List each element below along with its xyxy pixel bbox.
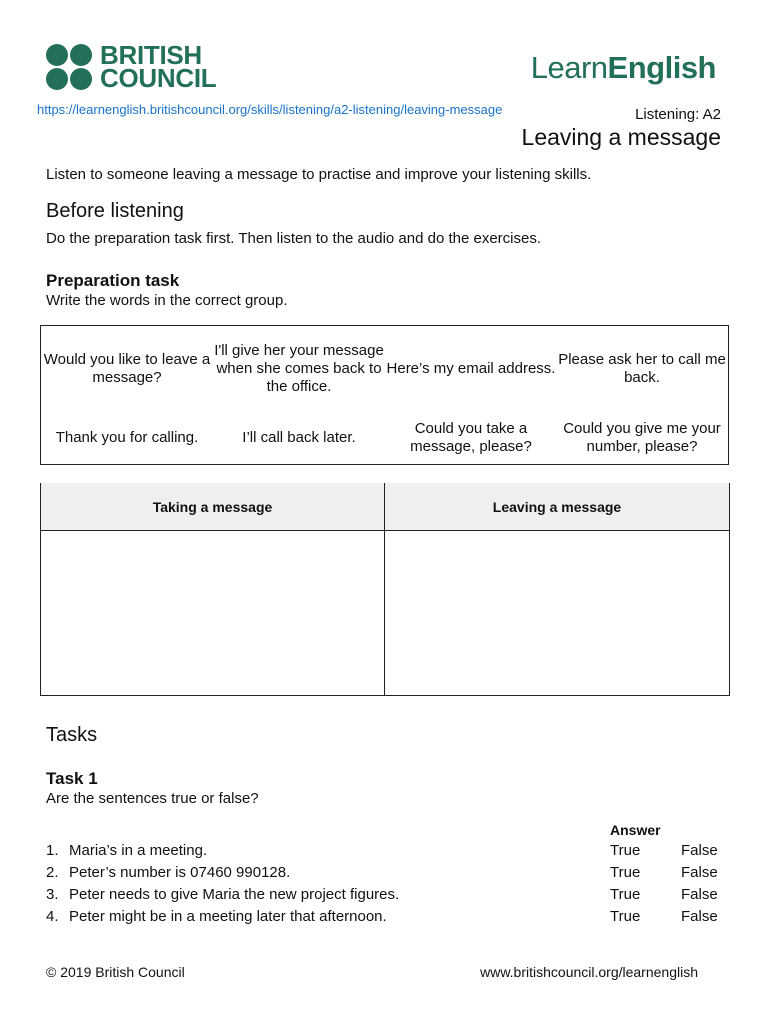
false-option[interactable]: False: [681, 886, 718, 903]
tasks-heading: Tasks: [46, 724, 98, 746]
question-number: 1.: [46, 842, 59, 859]
english-text: English: [607, 50, 716, 85]
before-listening-text: Do the preparation task first. Then listen to the audio and do the exercises.: [46, 230, 542, 247]
false-option[interactable]: False: [681, 908, 718, 925]
phrase-5: Thank you for calling.: [55, 429, 199, 446]
logo-dots-icon: [46, 44, 92, 90]
answer-label: Answer: [610, 822, 661, 838]
phrase-2: I'll give her your message when she comes back to the office.: [214, 342, 384, 395]
group-table: [40, 483, 730, 696]
question-number: 4.: [46, 908, 59, 925]
question-text: Maria’s in a meeting.: [69, 842, 208, 859]
brand-line-1: BRITISH: [100, 40, 202, 70]
false-option[interactable]: False: [681, 842, 718, 859]
taking-message-answer-cell[interactable]: [41, 531, 384, 695]
phrase-1: Would you like to leave a message?: [43, 351, 211, 386]
website-text: www.britishcouncil.org/learnenglish: [480, 964, 698, 980]
leaving-message-header: Leaving a message: [385, 483, 729, 531]
question-text: Peter’s number is 07460 990128.: [69, 864, 291, 881]
phrase-box: [40, 325, 729, 465]
phrase-4: Please ask her to call me back.: [558, 351, 726, 386]
leaving-message-answer-cell[interactable]: [385, 531, 729, 695]
page-url-link[interactable]: https://learnenglish.britishcouncil.org/skills/listening/a2-listening/leaving-message: [37, 102, 503, 117]
question-number: 3.: [46, 886, 59, 903]
true-option[interactable]: True: [610, 886, 641, 903]
preparation-task-heading: Preparation task: [46, 271, 180, 290]
false-option[interactable]: False: [681, 864, 718, 881]
question-text: Peter might be in a meeting later that afternoon.: [69, 908, 387, 925]
learn-text: Learn: [530, 50, 608, 85]
preparation-instruction: Write the words in the correct group.: [46, 292, 288, 309]
question-text: Peter needs to give Maria the new project figures.: [69, 886, 400, 903]
before-listening-heading: Before listening: [46, 200, 184, 222]
phrase-6: I’ll call back later.: [242, 429, 356, 446]
true-option[interactable]: True: [610, 842, 641, 859]
level-label: Listening: A2: [635, 106, 721, 123]
phrase-7: Could you take a message, please?: [410, 420, 532, 455]
learnenglish-logo: [531, 50, 716, 86]
phrase-3: Here’s my email address.: [386, 360, 556, 377]
true-option[interactable]: True: [610, 908, 641, 925]
taking-message-header: Taking a message: [41, 483, 384, 531]
task1-instruction: Are the sentences true or false?: [46, 790, 259, 807]
phrase-8: Could you give me your number, please?: [563, 420, 721, 455]
brand-line-2: COUNCIL: [100, 63, 217, 93]
british-council-logo: [46, 40, 217, 93]
true-option[interactable]: True: [610, 864, 641, 881]
question-number: 2.: [46, 864, 59, 881]
task1-heading: Task 1: [46, 769, 98, 788]
intro-text: Listen to someone leaving a message to practise and improve your listening skills.: [46, 166, 592, 183]
copyright-text: © 2019 British Council: [46, 964, 185, 980]
page-title: Leaving a message: [521, 124, 721, 150]
